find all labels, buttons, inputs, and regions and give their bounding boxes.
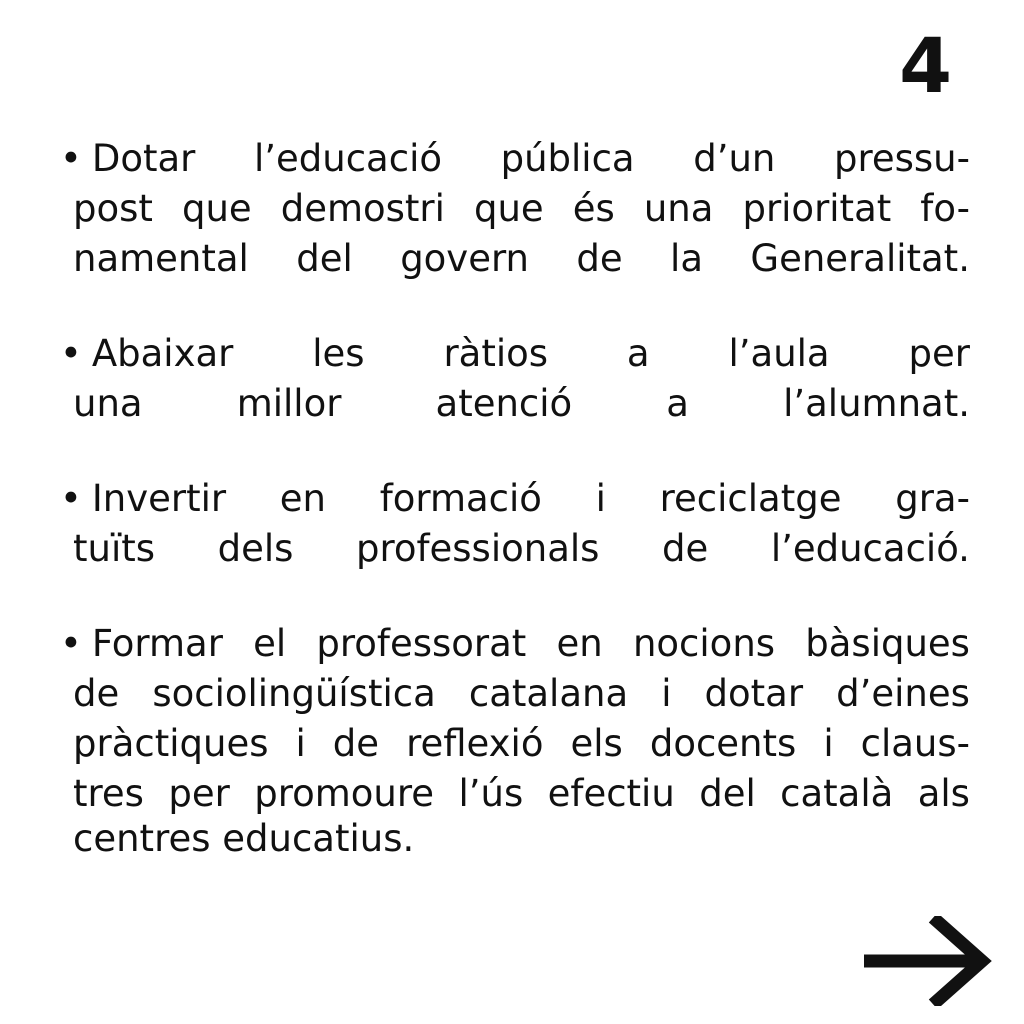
paragraph-2-line-1: • Abaixar les ràtios a l’aula per [60, 330, 970, 378]
bullet-dot: • [60, 332, 82, 375]
paragraph-4-line-4: tres per promoure l’ús efectiu del català als [73, 772, 970, 815]
paragraph-1-line-3: namental del govern de la Generalitat. [73, 237, 970, 280]
paragraph-1-line-1: • Dotar l’educació pública d’un pressu- [60, 135, 970, 183]
paragraph-3-line-1: • Invertir en formació i reciclatge gra- [60, 475, 970, 523]
paragraph-1-line-2: post que demostri que és una prioritat fo- [73, 187, 970, 230]
paragraph-4-line-1: • Formar el professorat en nocions bàsiques [60, 620, 970, 668]
bullet-dot: • [60, 137, 82, 180]
arrow-right-icon[interactable] [860, 916, 992, 1006]
bullet-dot: • [60, 622, 82, 665]
paragraph-4-line-3: pràctiques i de reflexió els docents i claus- [73, 722, 970, 765]
page-number: 4 [899, 21, 952, 110]
paragraph-2-line-2: una millor atenció a l’alumnat. [73, 382, 970, 425]
paragraph-4-line-2: de sociolingüística catalana i dotar d’eines [73, 672, 970, 715]
paragraph-3-line-2: tuïts dels professionals de l’educació. [73, 527, 970, 570]
paragraph-4-line-5: centres educatius. [73, 817, 415, 860]
bullet-dot: • [60, 477, 82, 520]
